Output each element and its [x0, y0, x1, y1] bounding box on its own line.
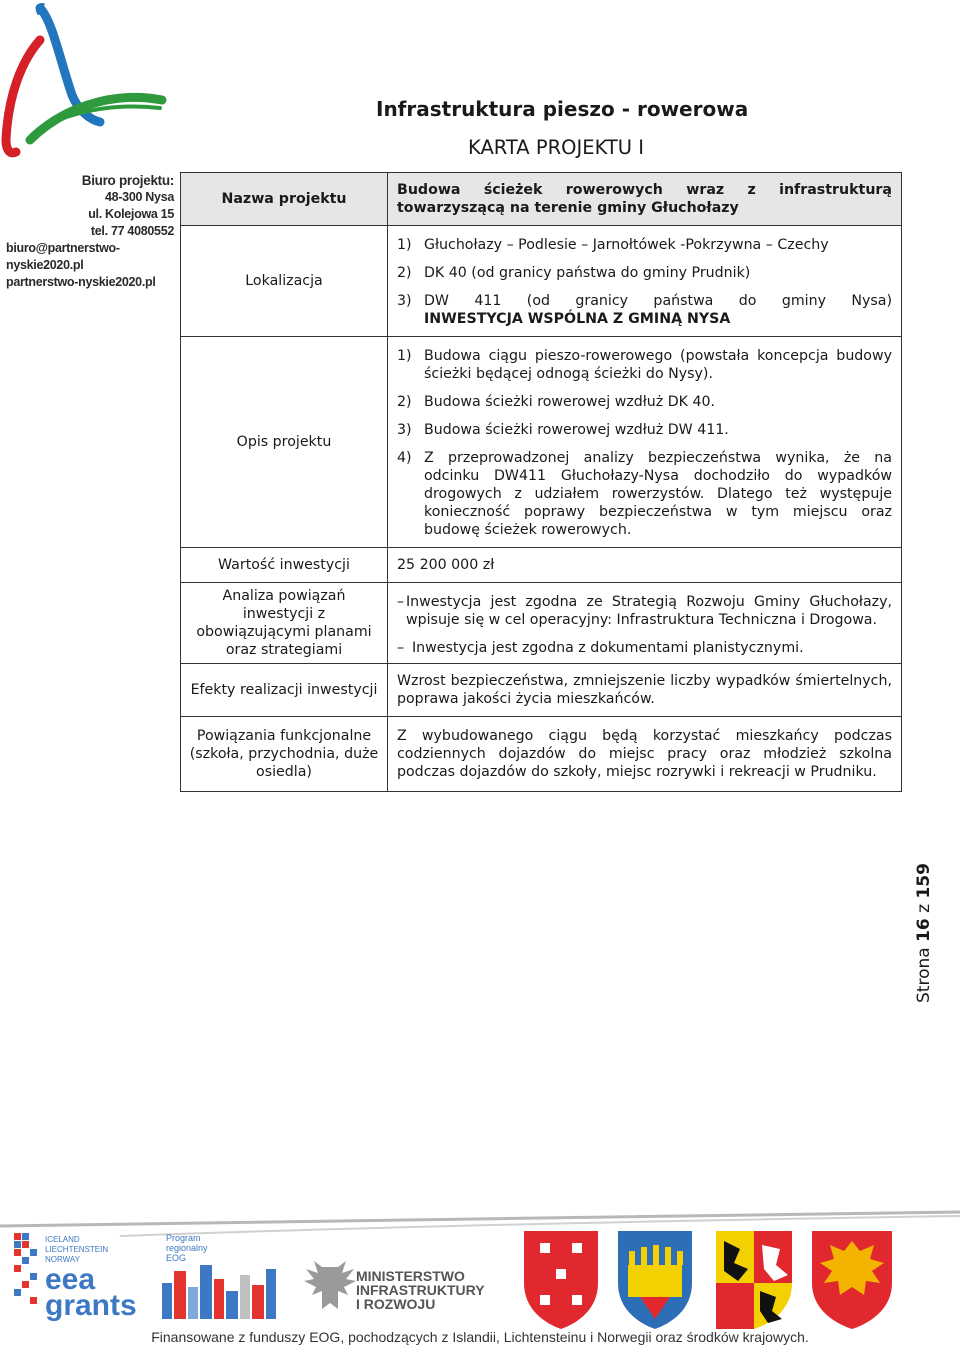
item-number: 4) [397, 450, 412, 466]
item-text: Z przeprowadzonej analizy bezpieczeństwa wynika, że na odcinku DW411 Głuchołazy-Nysa dochodziło do wypadków drogowych z udziałem rowerzystów. Dlatego też występuje konieczność poprawy bezpieczeństwa w tym miejscu oraz budowę ścieżek rowerowych. [424, 450, 892, 538]
description-item [397, 347, 892, 383]
row-effects [181, 664, 902, 717]
analysis-item [397, 593, 892, 629]
program-line-2: regionalny [166, 1243, 208, 1253]
description-item [397, 393, 892, 411]
item-text: Inwestycja jest zgodna z dokumentami planistycznymi. [412, 639, 804, 656]
label-value: Wartość inwestycji [181, 548, 388, 583]
ministry-logo [304, 1261, 485, 1312]
office-phone: tel. 77 4080552 [90, 224, 174, 238]
label-description: Opis projektu [181, 337, 388, 548]
row-analysis [181, 583, 902, 664]
item-number: 2) [397, 394, 412, 410]
item-number: 3) [397, 422, 412, 438]
row-location [181, 226, 902, 337]
project-office-contact [6, 172, 174, 291]
item-text: Budowa ścieżki rowerowej wzdłuż DK 40. [424, 394, 716, 410]
item-number: 2) [397, 265, 412, 281]
item-number: 1) [397, 348, 412, 364]
office-address-street: ul. Kolejowa 15 [88, 207, 174, 221]
value-effects: Wzrost bezpieczeństwa, zmniejszenie liczby wypadków śmiertelnych, poprawa jakości życia mieszkańców. [388, 664, 902, 717]
grants-word: grants [45, 1289, 137, 1322]
office-title: Biuro projektu: [81, 173, 174, 188]
coat-of-arms-3 [716, 1231, 792, 1329]
row-value [181, 548, 902, 583]
coat-of-arms-2 [618, 1231, 692, 1329]
page-separator: z [914, 903, 934, 913]
location-item [397, 236, 892, 254]
location-item [397, 292, 892, 328]
label-project-name: Nazwa projektu [181, 173, 388, 226]
ministry-line-1: MINISTERSTWO [356, 1268, 465, 1284]
item-text: Głuchołazy – Podlesie – Jarnołtówek -Pokrzywna – Czechy [424, 237, 829, 253]
page-current: 16 [914, 918, 934, 942]
program-line-3: EOG [166, 1253, 187, 1263]
description-item [397, 421, 892, 439]
item-text: Budowa ciągu pieszo-rowerowego (powstała koncepcja budowy ścieżki będącej odnogą ścieżki do Nysy). [424, 348, 892, 382]
coat-of-arms-4 [812, 1231, 892, 1329]
item-text-group [424, 292, 892, 328]
row-project-name [181, 173, 902, 226]
item-text: Budowa ścieżki rowerowej wzdłuż DW 411. [424, 422, 729, 438]
eea-country-1: ICELAND [45, 1235, 80, 1244]
item-text: DK 40 (od granicy państwa do gminy Prudnik) [424, 265, 751, 281]
eea-word: eea [45, 1263, 96, 1296]
footer-logos [0, 1225, 960, 1330]
page-total: 159 [914, 863, 934, 899]
row-links [181, 717, 902, 792]
page-number [914, 863, 934, 1003]
item-number: 1) [397, 237, 412, 253]
item-number: 3) [397, 293, 412, 309]
ministry-line-3: I ROZWOJU [356, 1296, 436, 1312]
partnership-logo [0, 0, 180, 160]
item-text: Inwestycja jest zgodna ze Strategią Rozwoju Gminy Głuchołazy, wpisuje się w cel operacyjny: Infrastruktura Techniczna i Drogowa. [406, 593, 892, 628]
funding-note: Finansowane z funduszy EOG, pochodzących z Islandii, Lichtensteinu i Norwegii oraz środków krajowych. [151, 1329, 809, 1345]
label-analysis: Analiza powiązań inwestycji z obowiązującymi planami oraz strategiami [181, 583, 388, 664]
row-description [181, 337, 902, 548]
dash-marker: – [397, 639, 405, 656]
item-text: DW 411 (od granicy państwa do gminy Nysa) [424, 293, 892, 309]
program-line-1: Program [166, 1233, 201, 1243]
value-links: Z wybudowanego ciągu będą korzystać mieszkańcy podczas codziennych dojazdów do miejsc pracy oraz młodzież szkolna podczas dojazdów do szkoły, miejsc rozrywki i rekreacji w Prudniku. [388, 717, 902, 792]
regional-program-logo [162, 1233, 276, 1319]
office-website[interactable]: partnerstwo-nyskie2020.pl [6, 275, 156, 289]
analysis-item [397, 639, 892, 657]
office-email[interactable]: biuro@partnerstwo-nyskie2020.pl [6, 241, 120, 272]
dash-marker: – [397, 593, 405, 610]
office-address-city: 48-300 Nysa [105, 190, 174, 204]
page-title: Infrastruktura pieszo - rowerowa [376, 97, 749, 121]
eea-country-2: LIECHTENSTEIN [45, 1245, 109, 1254]
joint-investment-note: INWESTYCJA WSPÓLNA Z GMINĄ NYSA [424, 311, 731, 327]
page-subtitle: KARTA PROJEKTU I [468, 136, 644, 159]
project-card-table [180, 172, 902, 792]
eea-grants-logo [14, 1233, 137, 1322]
location-item [397, 264, 892, 282]
ministry-line-2: INFRASTRUKTURY [356, 1282, 485, 1298]
coat-of-arms-1 [524, 1231, 598, 1329]
label-location: Lokalizacja [181, 226, 388, 337]
page-prefix: Strona [914, 947, 934, 1003]
description-item [397, 449, 892, 539]
label-links: Powiązania funkcjonalne (szkoła, przychodnia, duże osiedla) [181, 717, 388, 792]
value-amount: 25 200 000 zł [388, 548, 902, 583]
label-effects: Efekty realizacji inwestycji [181, 664, 388, 717]
eea-country-3: NORWAY [45, 1255, 80, 1264]
value-project-name: Budowa ścieżek rowerowych wraz z infrastrukturą towarzyszącą na terenie gminy Głuchołazy [388, 173, 902, 226]
